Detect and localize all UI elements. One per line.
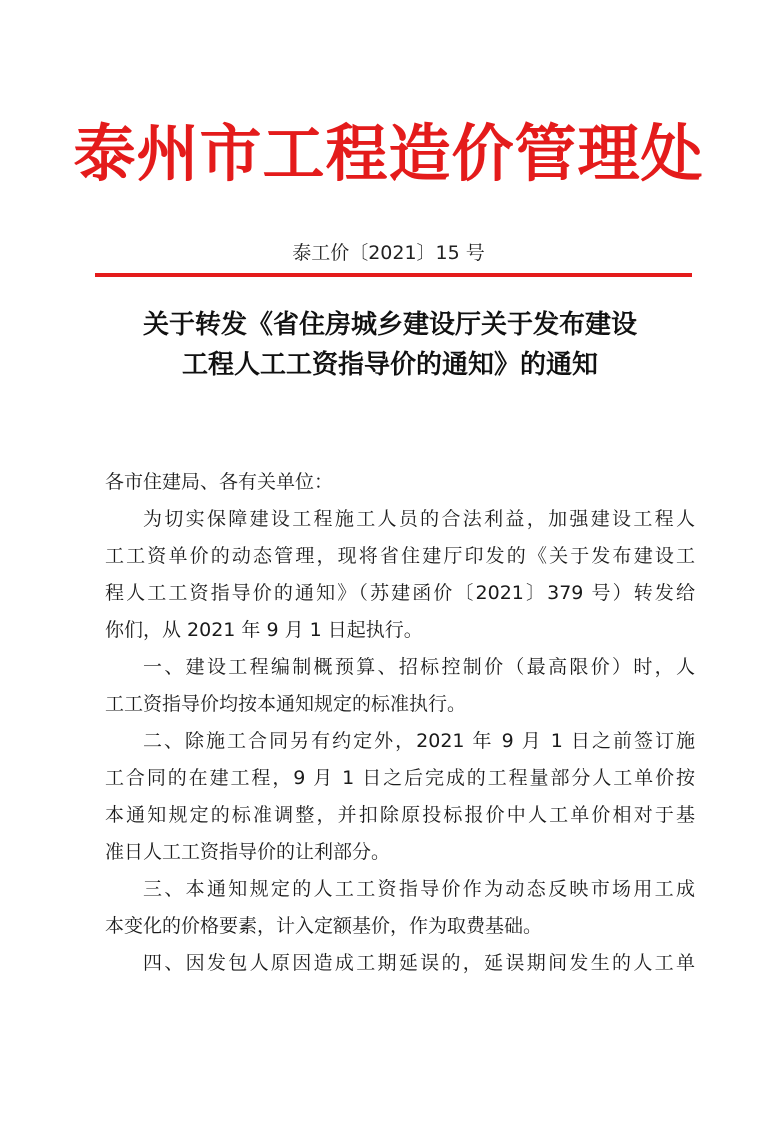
paragraph-line: 本通知规定的标准调整，并扣除原投标报价中人工单价相对于基 [105, 804, 695, 826]
document-title [90, 305, 690, 385]
document-title-line-2: 工程人工工资指导价的通知》的通知 [181, 350, 598, 380]
paragraph-line: 工合同的在建工程，9 月 1 日之后完成的工程量部分人工单价按 [105, 767, 695, 789]
paragraph-line: 你们，从 2021 年 9 月 1 日起执行。 [105, 619, 423, 641]
paragraph-line: 二、除施工合同另有约定外，2021 年 9 月 1 日之前签订施 [143, 730, 695, 752]
paragraph-1 [105, 501, 695, 649]
salutation: 各市住建局、各有关单位： [105, 471, 334, 493]
paragraph-line: 为切实保障建设工程施工人员的合法利益，加强建设工程人 [143, 508, 695, 530]
paragraph-line: 本变化的价格要素，计入定额基价，作为取费基础。 [105, 915, 543, 937]
paragraph-line: 一、建设工程编制概预算、招标控制价（最高限价）时，人 [143, 656, 695, 678]
document-body [105, 464, 695, 982]
paragraph-line: 程人工工资指导价的通知》（苏建函价〔2021〕379 号）转发给 [105, 582, 695, 604]
paragraph-line: 工工资指导价均按本通知规定的标准执行。 [105, 693, 467, 715]
red-divider-line [95, 273, 692, 277]
paragraph-4 [105, 871, 695, 945]
issuing-organization-header: 泰州市工程造价管理处 [73, 117, 704, 190]
document-title-line-1: 关于转发《省住房城乡建设厅关于发布建设 [142, 310, 637, 340]
paragraph-line: 四、因发包人原因造成工期延误的，延误期间发生的人工单 [143, 952, 695, 974]
paragraph-line: 三、本通知规定的人工工资指导价作为动态反映市场用工成 [143, 878, 695, 900]
paragraph-5 [105, 945, 695, 982]
paragraph-line: 准日人工工资指导价的让利部分。 [105, 841, 391, 863]
document-number: 泰工价〔2021〕15 号 [292, 242, 485, 264]
paragraph-3 [105, 723, 695, 871]
paragraph-2 [105, 649, 695, 723]
paragraph-line: 工工资单价的动态管理，现将省住建厅印发的《关于发布建设工 [105, 545, 695, 567]
